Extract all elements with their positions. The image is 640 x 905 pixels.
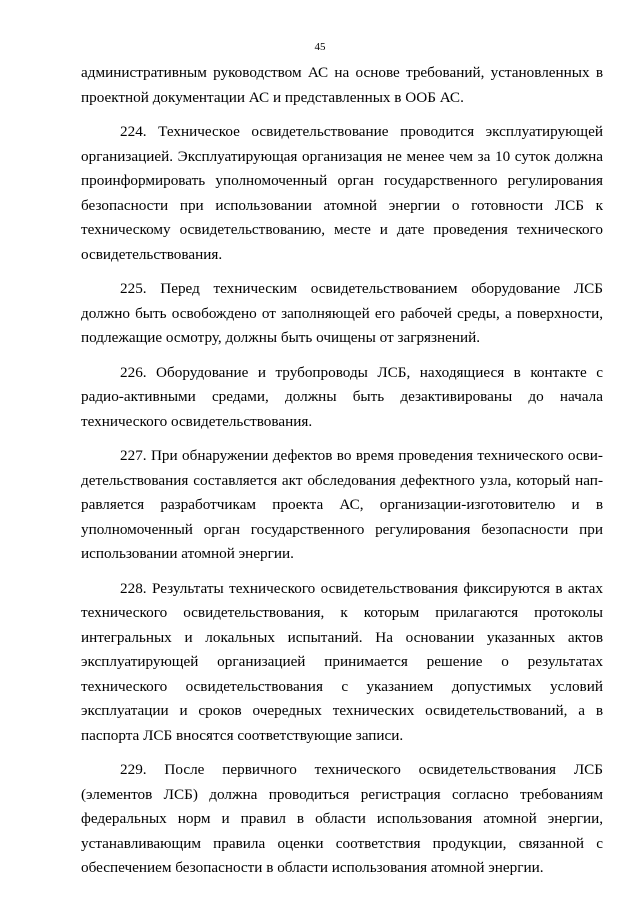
paragraph-227: 227. При обнаружении дефектов во время проведения технического осви-детельствования составляется акт обследования дефектного узла, который нап-равляется разработчикам проекта АС, организации-изготовителю и в уполномоченный орган государственного регулирования безопасности при использовании атомной энергии.: [81, 447, 603, 562]
paragraph-224: 224. Техническое освидетельствование проводится эксплуатирующей организацией. Эксплуатирующая организация не менее чем за 10 суток должна проинформировать уполномоченный орган государственного регулирования безопасности при использовании атомной энергии о готовности ЛСБ к техническому освидетельствованию, месте и дате проведения технического освидетельствования.: [81, 123, 603, 263]
paragraph-225: 225. Перед техническим освидетельствованием оборудование ЛСБ должно быть освобождено от заполняющей его рабочей среды, а поверхности, подлежащие осмотру, должны быть очищены от загрязнений.: [81, 280, 603, 346]
paragraph-226: 226. Оборудование и трубопроводы ЛСБ, находящиеся в контакте с радио-активными средами, должны быть дезактивированы до начала технического освидетельствования.: [81, 363, 603, 430]
paragraph-229: 229. После первичного технического освидетельствования ЛСБ (элементов ЛСБ) должна проводиться регистрация согласно требованиям федеральных норм и правил в области использования атомной энергии, устанавливающим правила оценки соответствия продукции, связанной с обеспечением безопасности в области использования атомной энергии.: [81, 761, 603, 876]
document-body: [81, 61, 603, 891]
paragraph-continuation: административным руководством АС на основе требований, установленных в проектной документации АС и представленных в ООБ АС.: [81, 64, 603, 106]
paragraph-228: 228. Результаты технического освидетельствования фиксируются в актах технического освидетельствования, к которым прилагаются протоколы интегральных и локальных испытаний. На основании указанных актов эксплуатирующей организацией принимается решение о результатах технического освидетельствования с указанием допустимых условий эксплуатации и сроков очередных технических освидетельствований, а в паспорта ЛСБ вносятся соответствующие записи.: [81, 579, 603, 744]
page-number: 45: [314, 41, 326, 53]
